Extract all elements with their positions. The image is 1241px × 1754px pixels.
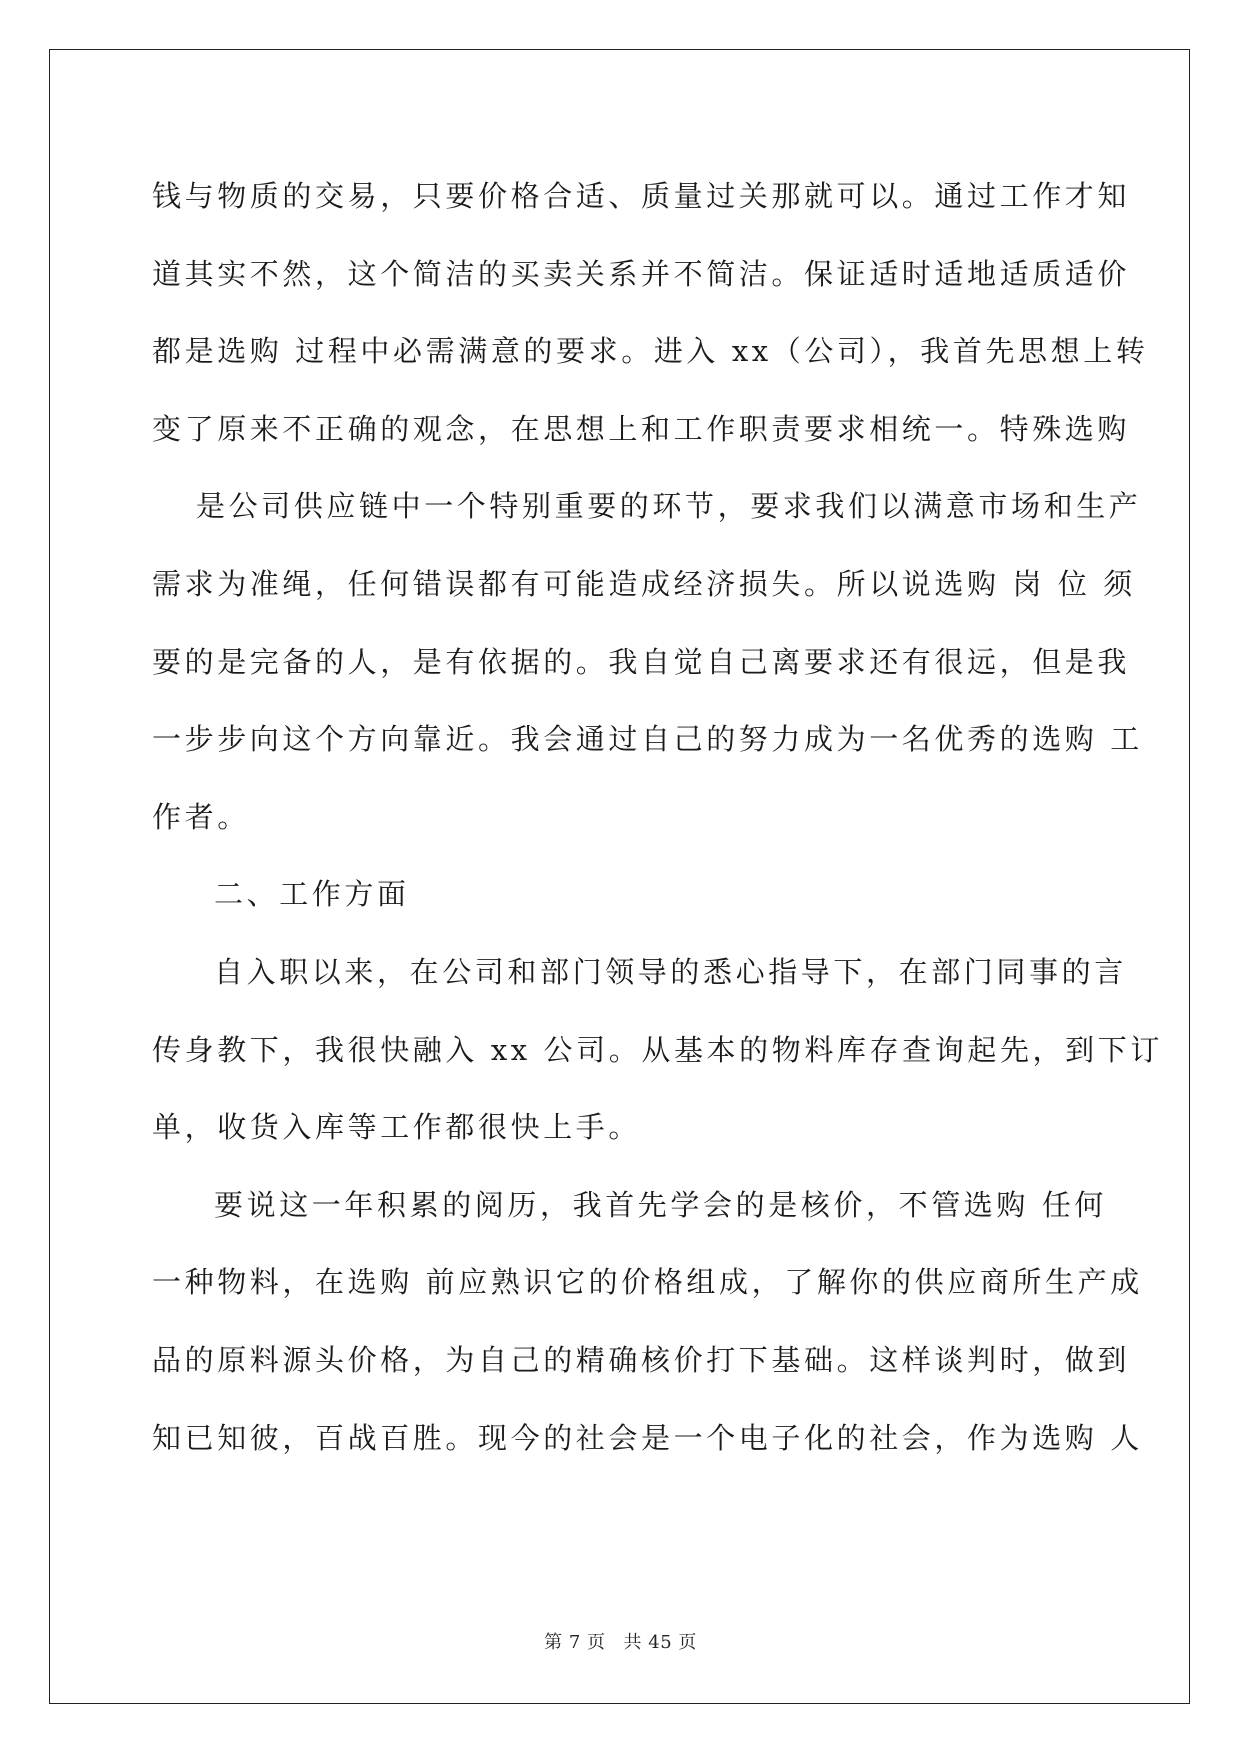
text-line: 作者。	[152, 799, 250, 834]
text-line: 要的是完备的人，是有依据的。我自觉自己离要求还有很远，但是我	[152, 644, 1131, 679]
text-line: 传身教下，我很快融入 xx 公司。从基本的物料库存查询起先，到下订	[152, 1032, 1163, 1067]
text-line: 单，收货入库等工作都很快上手。	[152, 1110, 642, 1145]
page-footer	[0, 1628, 1241, 1654]
text-line: 都是选购 过程中必需满意的要求。进入 xx（公司），我首先思想上转	[152, 334, 1149, 369]
text-line: 变了原来不正确的观念，在思想上和工作职责要求相统一。特殊选购	[152, 411, 1131, 446]
section-heading: 二、工作方面	[214, 877, 410, 912]
page-number-total: 共 45 页	[623, 1632, 697, 1653]
text-line: 道其实不然，这个简洁的买卖关系并不简洁。保证适时适地适质适价	[152, 256, 1131, 291]
text-line: 品的原料源头价格，为自己的精确核价打下基础。这样谈判时，做到	[152, 1342, 1131, 1377]
text-line: 钱与物质的交易，只要价格合适、质量过关那就可以。通过工作才知	[152, 179, 1131, 213]
page-number-current: 第 7 页	[544, 1632, 606, 1653]
text-line: 知已知彼，百战百胜。现今的社会是一个电子化的社会，作为选购 人	[152, 1420, 1143, 1455]
text-line: 需求为准绳，任何错误都有可能造成经济损失。所以说选购 岗 位 须	[152, 566, 1136, 601]
text-line: 一种物料，在选购 前应熟识它的价格组成，了解你的供应商所生产成	[152, 1265, 1143, 1300]
document-body	[152, 158, 1163, 1477]
text-line: 一步步向这个方向靠近。我会通过自己的努力成为一名优秀的选购 工	[152, 722, 1143, 757]
text-line: 是公司供应链中一个特别重要的环节，要求我们以满意市场和生产	[196, 489, 1142, 524]
text-line: 要说这一年积累的阅历，我首先学会的是核价，不管选购 任何	[214, 1187, 1108, 1222]
text-line: 自入职以来，在公司和部门领导的悉心指导下，在部门同事的言	[214, 954, 1127, 989]
